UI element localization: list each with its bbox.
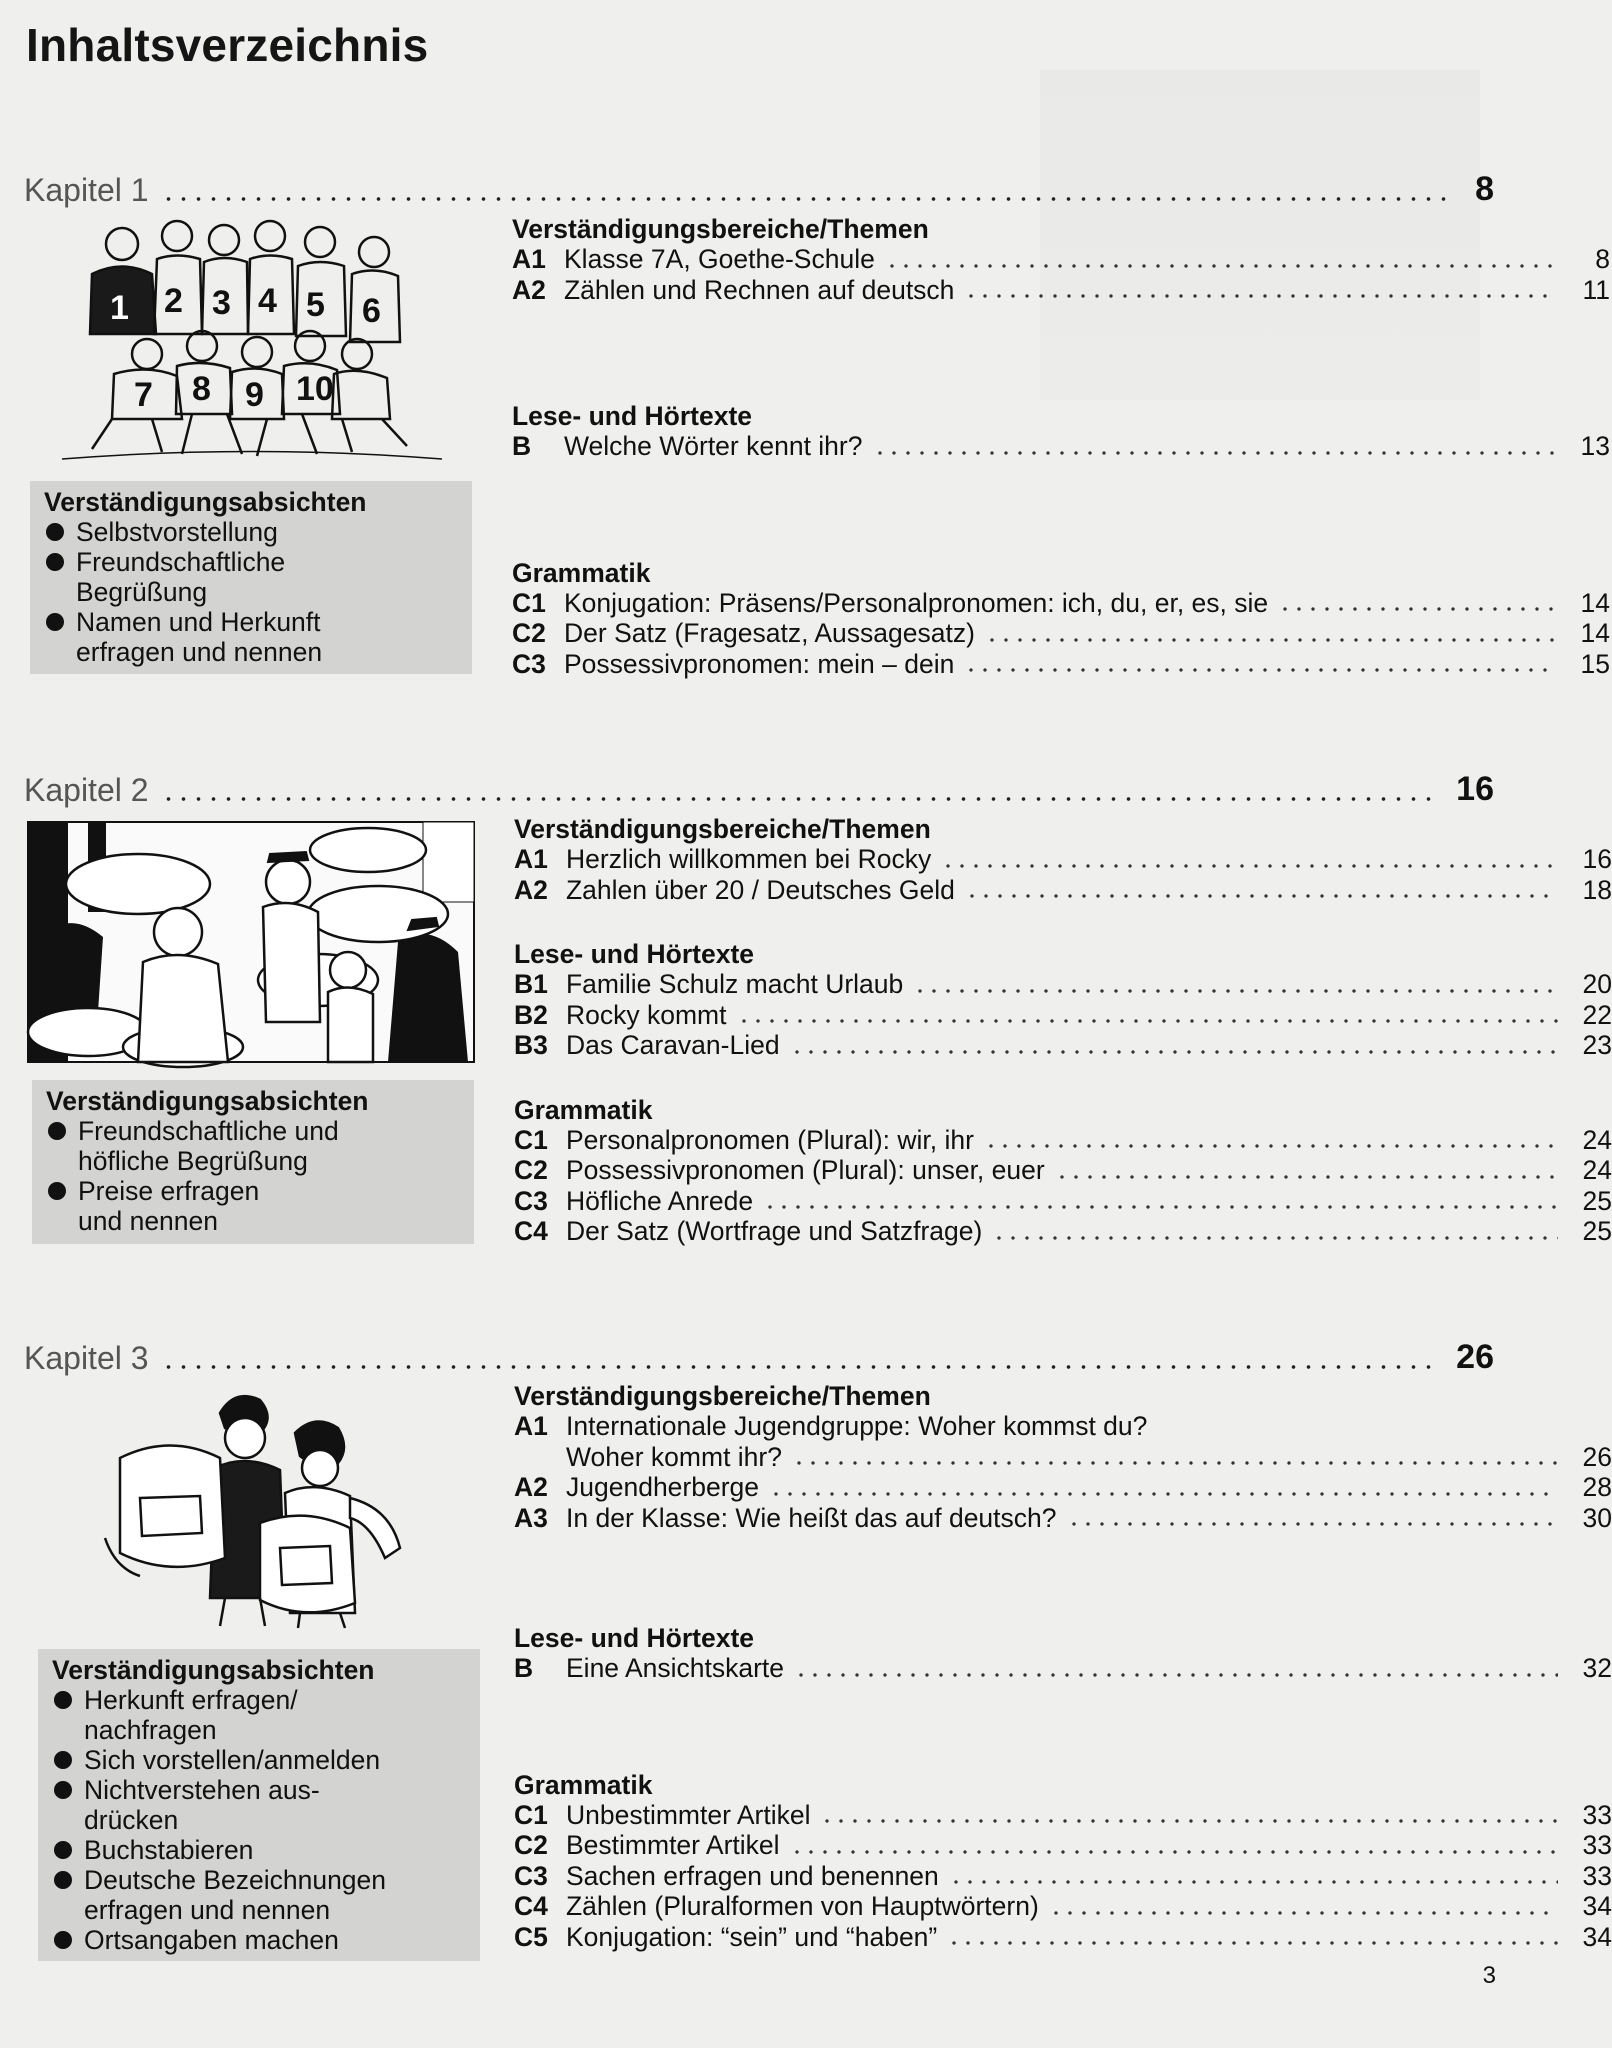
entry-title: Höfliche Anrede — [566, 1185, 754, 1216]
reading-title: Lese- und Hörtexte — [514, 939, 755, 969]
intent-text: Freundschaftliche Begrüßung — [76, 547, 286, 607]
intent-text: Herkunft erfragen/ nachfragen — [84, 1685, 298, 1745]
dot-leader — [964, 668, 1556, 672]
entry-code: A1 — [514, 1411, 548, 1441]
entry-code: B2 — [514, 999, 548, 1030]
dot-leader — [1049, 1911, 1558, 1915]
entry-page: 23 — [1582, 1030, 1612, 1060]
entry-title: Possessivpronomen (Plural): unser, euer — [566, 1155, 1045, 1185]
toc-entry[interactable] — [514, 1125, 1612, 1156]
toc-entry[interactable] — [514, 1891, 1612, 1922]
dot-leader — [965, 894, 1558, 898]
entry-code: A1 — [514, 844, 548, 874]
dot-leader — [790, 1850, 1558, 1854]
dot-leader — [794, 1673, 1558, 1677]
toc-entry[interactable] — [514, 969, 1612, 1000]
toc-entry[interactable] — [514, 1861, 1612, 1892]
entry-title: Possessivpronomen: mein – dein — [564, 648, 955, 679]
bullet-icon — [48, 1122, 66, 1140]
communication-goals-box — [32, 1080, 474, 1244]
communication-goals-box — [38, 1649, 480, 1961]
entry-title: Konjugation: “sein” und “haben” — [566, 1921, 938, 1952]
entry-title: Zahlen über 20 / Deutsches Geld — [566, 874, 955, 905]
toc-entry[interactable] — [514, 1000, 1612, 1031]
entry-title: Der Satz (Fragesatz, Aussagesatz) — [564, 618, 975, 648]
toc-entry[interactable] — [514, 1653, 1612, 1684]
entry-page: 24 — [1582, 1155, 1612, 1185]
entry-page: 26 — [1582, 1441, 1612, 1472]
entry-page: 14 — [1580, 587, 1610, 618]
toc-entry[interactable] — [512, 588, 1610, 619]
football-team-illustration — [52, 214, 452, 464]
entry-code: C2 — [514, 1830, 548, 1860]
entry-code: B1 — [514, 969, 548, 999]
svg-text:3: 3 — [212, 284, 231, 322]
intent-item — [44, 517, 460, 547]
dot-leader — [947, 1941, 1558, 1945]
bullet-icon — [54, 1751, 72, 1769]
svg-text:9: 9 — [245, 376, 264, 414]
intent-text: Ortsangaben machen — [84, 1925, 339, 1955]
dot-leader — [992, 1236, 1558, 1240]
dot-leader — [769, 1492, 1558, 1496]
entry-code: C5 — [514, 1921, 548, 1952]
entry-title: Internationale Jugendgruppe: Woher kommst du? — [566, 1411, 1148, 1441]
bullet-icon — [46, 613, 64, 631]
chapter-label: Kapitel 2 — [24, 772, 149, 808]
entry-page: 25 — [1582, 1216, 1612, 1246]
dot-leader — [161, 1365, 1437, 1369]
bullet-icon — [48, 1182, 66, 1200]
toc-entry[interactable] — [512, 618, 1610, 649]
entry-code: A2 — [512, 274, 546, 305]
toc-entry-continuation[interactable] — [514, 1442, 1612, 1473]
intent-text: Selbstvorstellung — [76, 517, 278, 547]
toc-entry[interactable] — [514, 1411, 1612, 1442]
entry-code: C1 — [514, 1799, 548, 1830]
entry-page: 14 — [1580, 618, 1610, 648]
entry-title-continued: Woher kommt ihr? — [566, 1441, 782, 1472]
entry-code: A3 — [514, 1502, 548, 1533]
svg-text:2: 2 — [164, 282, 183, 320]
toc-entry[interactable] — [514, 1503, 1612, 1534]
chapter-page-number: 16 — [1456, 770, 1494, 808]
svg-text:1: 1 — [110, 289, 129, 327]
toc-entry[interactable] — [514, 1830, 1612, 1861]
entry-page: 24 — [1582, 1124, 1612, 1155]
bullet-icon — [46, 553, 64, 571]
dot-leader — [913, 989, 1558, 993]
intent-text: Sich vorstellen/anmelden — [84, 1745, 381, 1775]
backpackers-illustration — [100, 1388, 410, 1628]
chapter-2-contents — [514, 814, 1612, 1247]
intent-item — [46, 1176, 308, 1236]
entry-title: Der Satz (Wortfrage und Satzfrage) — [566, 1216, 983, 1246]
entry-page: 34 — [1582, 1891, 1612, 1921]
entry-title: Sachen erfragen und benennen — [566, 1860, 939, 1891]
entry-code: A2 — [514, 874, 548, 905]
entry-title: Eine Ansichtskarte — [566, 1653, 785, 1683]
grammar-title: Grammatik — [514, 1094, 653, 1125]
entry-title: Welche Wörter kennt ihr? — [564, 431, 863, 461]
entry-code: C3 — [514, 1860, 548, 1891]
toc-entry[interactable] — [514, 1216, 1612, 1247]
reading-title: Lese- und Hörtexte — [512, 401, 753, 431]
intent-text: Freundschaftliche und höfliche Begrüßung — [78, 1116, 339, 1176]
entry-title: Herzlich willkommen bei Rocky — [566, 844, 932, 874]
dot-leader — [885, 264, 1556, 268]
entry-title: Familie Schulz macht Urlaub — [566, 969, 904, 999]
entry-page: 25 — [1582, 1185, 1612, 1216]
dot-leader — [984, 1144, 1558, 1148]
entry-code: C4 — [514, 1891, 548, 1921]
entry-title: Klasse 7A, Goethe-Schule — [564, 244, 875, 274]
toc-entry[interactable] — [514, 1155, 1612, 1186]
chapter-label: Kapitel 3 — [24, 1340, 149, 1376]
entry-page: 32 — [1582, 1653, 1612, 1683]
entry-page: 8 — [1595, 244, 1610, 274]
entry-code: B — [512, 431, 532, 461]
intent-item — [52, 1775, 374, 1835]
svg-text:6: 6 — [362, 292, 381, 330]
entry-code: C3 — [514, 1185, 548, 1216]
dot-leader — [737, 1019, 1559, 1023]
entry-page: 11 — [1582, 274, 1610, 305]
toc-entry[interactable] — [514, 1030, 1612, 1061]
grammar-title: Grammatik — [514, 1769, 653, 1800]
dot-leader — [792, 1461, 1558, 1465]
toc-entry[interactable] — [512, 244, 1610, 275]
intent-item — [52, 1685, 334, 1745]
chapter-1-contents — [512, 214, 1610, 679]
entry-page: 16 — [1582, 844, 1612, 874]
entry-title: Zählen (Pluralformen von Hauptwörtern) — [566, 1891, 1039, 1921]
entry-title: Das Caravan-Lied — [566, 1030, 780, 1060]
page-number: 3 — [1482, 1962, 1496, 1989]
toc-entry[interactable] — [514, 1800, 1612, 1831]
entry-title: Konjugation: Präsens/Personalpronomen: ich, du, er, es, sie — [564, 587, 1269, 618]
svg-text:8: 8 — [192, 370, 211, 408]
dot-leader — [1055, 1175, 1558, 1179]
chapter-3-heading[interactable] — [24, 1328, 1494, 1374]
intent-text: Buchstabieren — [84, 1835, 254, 1865]
chapter-label: Kapitel 1 — [24, 172, 149, 208]
entry-code: C1 — [512, 587, 546, 618]
entry-page: 22 — [1582, 999, 1612, 1030]
chapter-page-number: 26 — [1456, 1338, 1494, 1376]
dot-leader — [1067, 1522, 1558, 1526]
themes-title: Verständigungsbereiche/Themen — [514, 1381, 931, 1411]
grammar-title: Grammatik — [512, 557, 651, 588]
entry-code: C3 — [512, 648, 546, 679]
entry-title: Bestimmter Artikel — [566, 1830, 780, 1860]
svg-text:7: 7 — [134, 376, 153, 414]
dot-leader — [873, 451, 1557, 455]
entry-code: A1 — [512, 244, 546, 274]
entry-page: 34 — [1582, 1921, 1612, 1952]
svg-text:5: 5 — [306, 286, 325, 324]
dot-leader — [161, 197, 1456, 201]
toc-entry[interactable] — [514, 1186, 1612, 1217]
themes-title: Verständigungsbereiche/Themen — [512, 214, 929, 244]
dot-leader — [820, 1819, 1558, 1823]
entry-page: 30 — [1582, 1502, 1612, 1533]
entry-page: 28 — [1582, 1472, 1612, 1502]
campsite-characters-illustration — [28, 822, 474, 1062]
intent-item — [44, 547, 306, 607]
entry-title: Zählen und Rechnen auf deutsch — [564, 274, 955, 305]
dot-leader — [763, 1205, 1558, 1209]
bullet-icon — [54, 1871, 72, 1889]
toc-entry[interactable] — [512, 275, 1610, 306]
entry-title: In der Klasse: Wie heißt das auf deutsch? — [566, 1502, 1057, 1533]
toc-entry[interactable] — [512, 649, 1610, 680]
reading-title: Lese- und Hörtexte — [514, 1623, 755, 1653]
bullet-icon — [54, 1691, 72, 1709]
intent-text: Preise erfragen und nennen — [78, 1176, 260, 1236]
bullet-icon — [54, 1841, 72, 1859]
intents-title: Verständigungsabsichten — [52, 1655, 375, 1685]
intent-item — [52, 1835, 468, 1865]
entry-code: C4 — [514, 1216, 548, 1246]
dot-leader — [949, 1880, 1558, 1884]
entry-page: 33 — [1582, 1799, 1612, 1830]
bullet-icon — [46, 523, 64, 541]
dot-leader — [964, 294, 1556, 298]
entry-title: Personalpronomen (Plural): wir, ihr — [566, 1124, 974, 1155]
intent-item — [52, 1865, 474, 1925]
entry-title: Jugendherberge — [566, 1472, 760, 1502]
chapter-page-number: 8 — [1475, 170, 1494, 208]
intents-title: Verständigungsabsichten — [44, 487, 367, 517]
entry-page: 15 — [1580, 648, 1610, 679]
page-title: Inhaltsverzeichnis — [26, 19, 429, 71]
intents-title: Verständigungsabsichten — [46, 1086, 369, 1116]
intent-text: Namen und Herkunft erfragen und nennen — [76, 607, 323, 667]
intent-item — [46, 1116, 423, 1176]
entry-page: 33 — [1582, 1860, 1612, 1891]
communication-goals-box — [30, 481, 472, 674]
entry-code: C2 — [512, 618, 546, 648]
entry-code: B3 — [514, 1030, 548, 1060]
entry-page: 33 — [1582, 1830, 1612, 1860]
bullet-icon — [54, 1931, 72, 1949]
dot-leader — [985, 638, 1556, 642]
dot-leader — [941, 864, 1558, 868]
intent-text: Nichtverstehen aus- drücken — [84, 1775, 320, 1835]
intent-item — [44, 607, 406, 667]
bullet-icon — [54, 1781, 72, 1799]
toc-entry[interactable] — [512, 431, 1610, 462]
entry-title: Unbestimmter Artikel — [566, 1799, 811, 1830]
intent-item — [52, 1745, 468, 1775]
entry-page: 20 — [1582, 969, 1612, 999]
entry-title: Rocky kommt — [566, 999, 727, 1030]
dot-leader — [790, 1050, 1558, 1054]
chapter-2-heading[interactable] — [24, 760, 1494, 806]
intent-text: Deutsche Bezeichnungen erfragen und nennen — [84, 1865, 387, 1925]
dot-leader — [161, 797, 1437, 801]
entry-code: A2 — [514, 1472, 548, 1502]
themes-title: Verständigungsbereiche/Themen — [514, 814, 931, 844]
entry-code: B — [514, 1653, 534, 1683]
entry-code: C2 — [514, 1155, 548, 1185]
entry-page: 18 — [1582, 874, 1612, 905]
intent-item — [52, 1925, 468, 1955]
entry-page: 13 — [1580, 431, 1610, 461]
chapter-3-contents — [514, 1381, 1612, 1952]
toc-entry[interactable] — [514, 875, 1612, 906]
toc-entry[interactable] — [514, 844, 1612, 875]
dot-leader — [1278, 607, 1556, 611]
toc-entry[interactable] — [514, 1472, 1612, 1503]
chapter-1-heading[interactable] — [24, 160, 1494, 206]
entry-code: C1 — [514, 1124, 548, 1155]
svg-text:10: 10 — [296, 370, 334, 408]
toc-entry[interactable] — [514, 1922, 1612, 1953]
svg-text:4: 4 — [258, 282, 277, 320]
